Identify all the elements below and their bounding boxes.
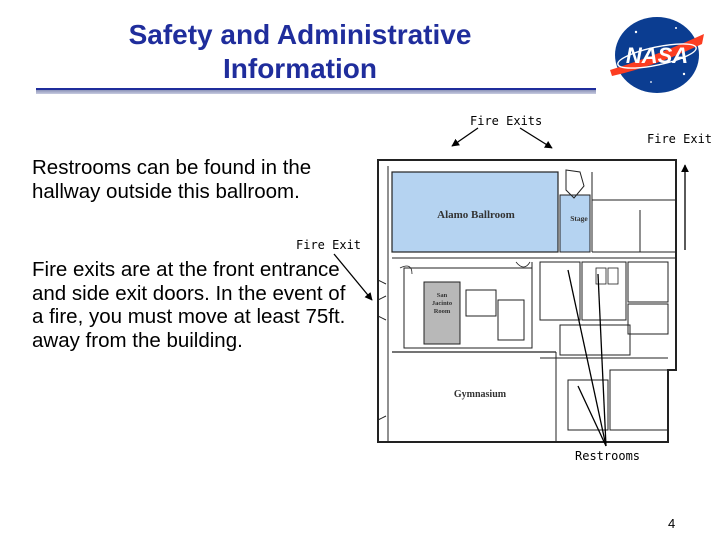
fire-exits-paragraph: Fire exits are at the front entrance and side exit doors. In the event of a fire, you must move at least 75ft. away from the building. [32,258,346,352]
restroom-pointer [598,274,606,446]
fire-exit-arrow [334,254,372,300]
room-outline [466,290,496,316]
fire-exits-label: Fire Exits [470,114,543,128]
stage-steps [566,170,584,198]
slide-title: Safety and Administrative Information [128,19,472,84]
page-number: 4 [668,516,676,531]
stage-area [560,195,590,252]
stage-label: Stage [570,214,588,223]
restroom-pointer [578,386,606,446]
room-outline [568,380,608,430]
office-block [628,304,668,334]
gymnasium-label: Gymnasium [453,389,507,400]
restroom-block [582,262,626,320]
office-block [628,262,668,302]
san-jacinto-label-line2: Jacinto [431,300,453,307]
fire-exit-arrow [520,128,552,148]
room-outline [610,370,668,430]
restrooms-label: Restrooms [575,449,641,463]
nasa-logo-text: NASA [625,43,689,68]
door-swing [378,280,386,420]
door-swing [516,262,530,267]
san-jacinto-label-line1: San [436,292,448,299]
room-outline [404,268,532,348]
restrooms-paragraph: Restrooms can be found in the hallway outside this ballroom. [32,156,312,203]
restroom-block [560,325,630,355]
fire-exit-right-label: Fire Exit [647,132,713,146]
fire-exit-arrow [452,128,478,146]
san-jacinto-label-line3: Room [433,308,451,315]
fire-exit-left-label: Fire Exit [296,238,362,252]
restroom-block [540,262,580,320]
room-outline [498,300,524,340]
stall [608,268,618,284]
alamo-ballroom-label: Alamo Ballroom [437,209,515,221]
door-swing [400,266,412,274]
